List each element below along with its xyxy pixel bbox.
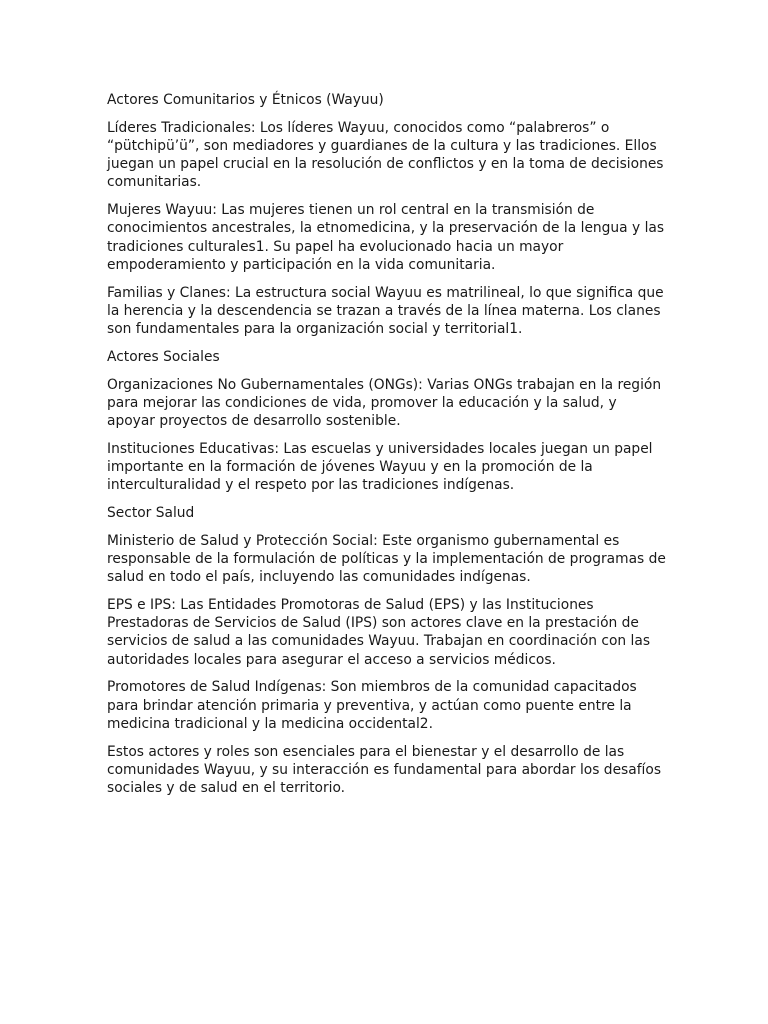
section-heading-actores-comunitarios: Actores Comunitarios y Étnicos (Wayuu) bbox=[107, 92, 384, 108]
document-body bbox=[107, 91, 668, 797]
paragraph-conclusion: Estos actores y roles son esenciales para el bienestar y el desarrollo de las comunidades Wayuu, y su interacción es fundamental para abordar los desafíos sociales y de salud en el territorio. bbox=[107, 743, 662, 797]
paragraph-ongs: Organizaciones No Gubernamentales (ONGs): Varias ONGs trabajan en la región para mejorar las condiciones de vida, promover la educación y la salud, y apoyar proyectos de desarrollo sostenible. bbox=[107, 376, 662, 430]
paragraph-lideres-tradicionales: Líderes Tradicionales: Los líderes Wayuu, conocidos como “palabreros” o “pütchipü’ü”, son mediadores y guardianes de la cultura y las tradiciones. Ellos juegan un papel crucial en la resolución de conflictos y en la toma de decisiones comunitarias. bbox=[107, 119, 664, 191]
paragraph-eps-ips: EPS e IPS: Las Entidades Promotoras de Salud (EPS) y las Instituciones Prestadoras de Servicios de Salud (IPS) son actores clave en la prestación de servicios de salud a las comunidades Wayuu. Trabajan en coordinación con las autoridades locales para asegurar el acceso a servicios médicos. bbox=[107, 597, 651, 668]
paragraph-ministerio-salud: Ministerio de Salud y Protección Social: Este organismo gubernamental es responsable de la formulación de políticas y la implementación de programas de salud en todo el país, incluyendo las comunidades indígenas. bbox=[107, 532, 666, 586]
paragraph-familias-clanes: Familias y Clanes: La estructura social Wayuu es matrilineal, lo que significa que la herencia y la descendencia se trazan a través de la línea materna. Los clanes son fundamentales para la organización social y territorial1. bbox=[107, 284, 664, 338]
paragraph-mujeres-wayuu: Mujeres Wayuu: Las mujeres tienen un rol central en la transmisión de conocimientos ancestrales, la etnomedicina, y la preservación de la lengua y las tradiciones culturales1. Su papel ha evolucionado hacia un mayor empoderamiento y participación en la vida comunitaria. bbox=[107, 202, 665, 273]
paragraph-instituciones-educativas: Instituciones Educativas: Las escuelas y universidades locales juegan un papel importante en la formación de jóvenes Wayuu y en la promoción de la interculturalidad y el respeto por las tradiciones indígenas. bbox=[107, 440, 653, 494]
section-heading-sector-salud: Sector Salud bbox=[107, 505, 195, 522]
paragraph-promotores-salud: Promotores de Salud Indígenas: Son miembros de la comunidad capacitados para brindar atención primaria y preventiva, y actúan como puente entre la medicina tradicional y la medicina occidental2. bbox=[107, 679, 637, 732]
section-heading-actores-sociales: Actores Sociales bbox=[107, 348, 220, 365]
